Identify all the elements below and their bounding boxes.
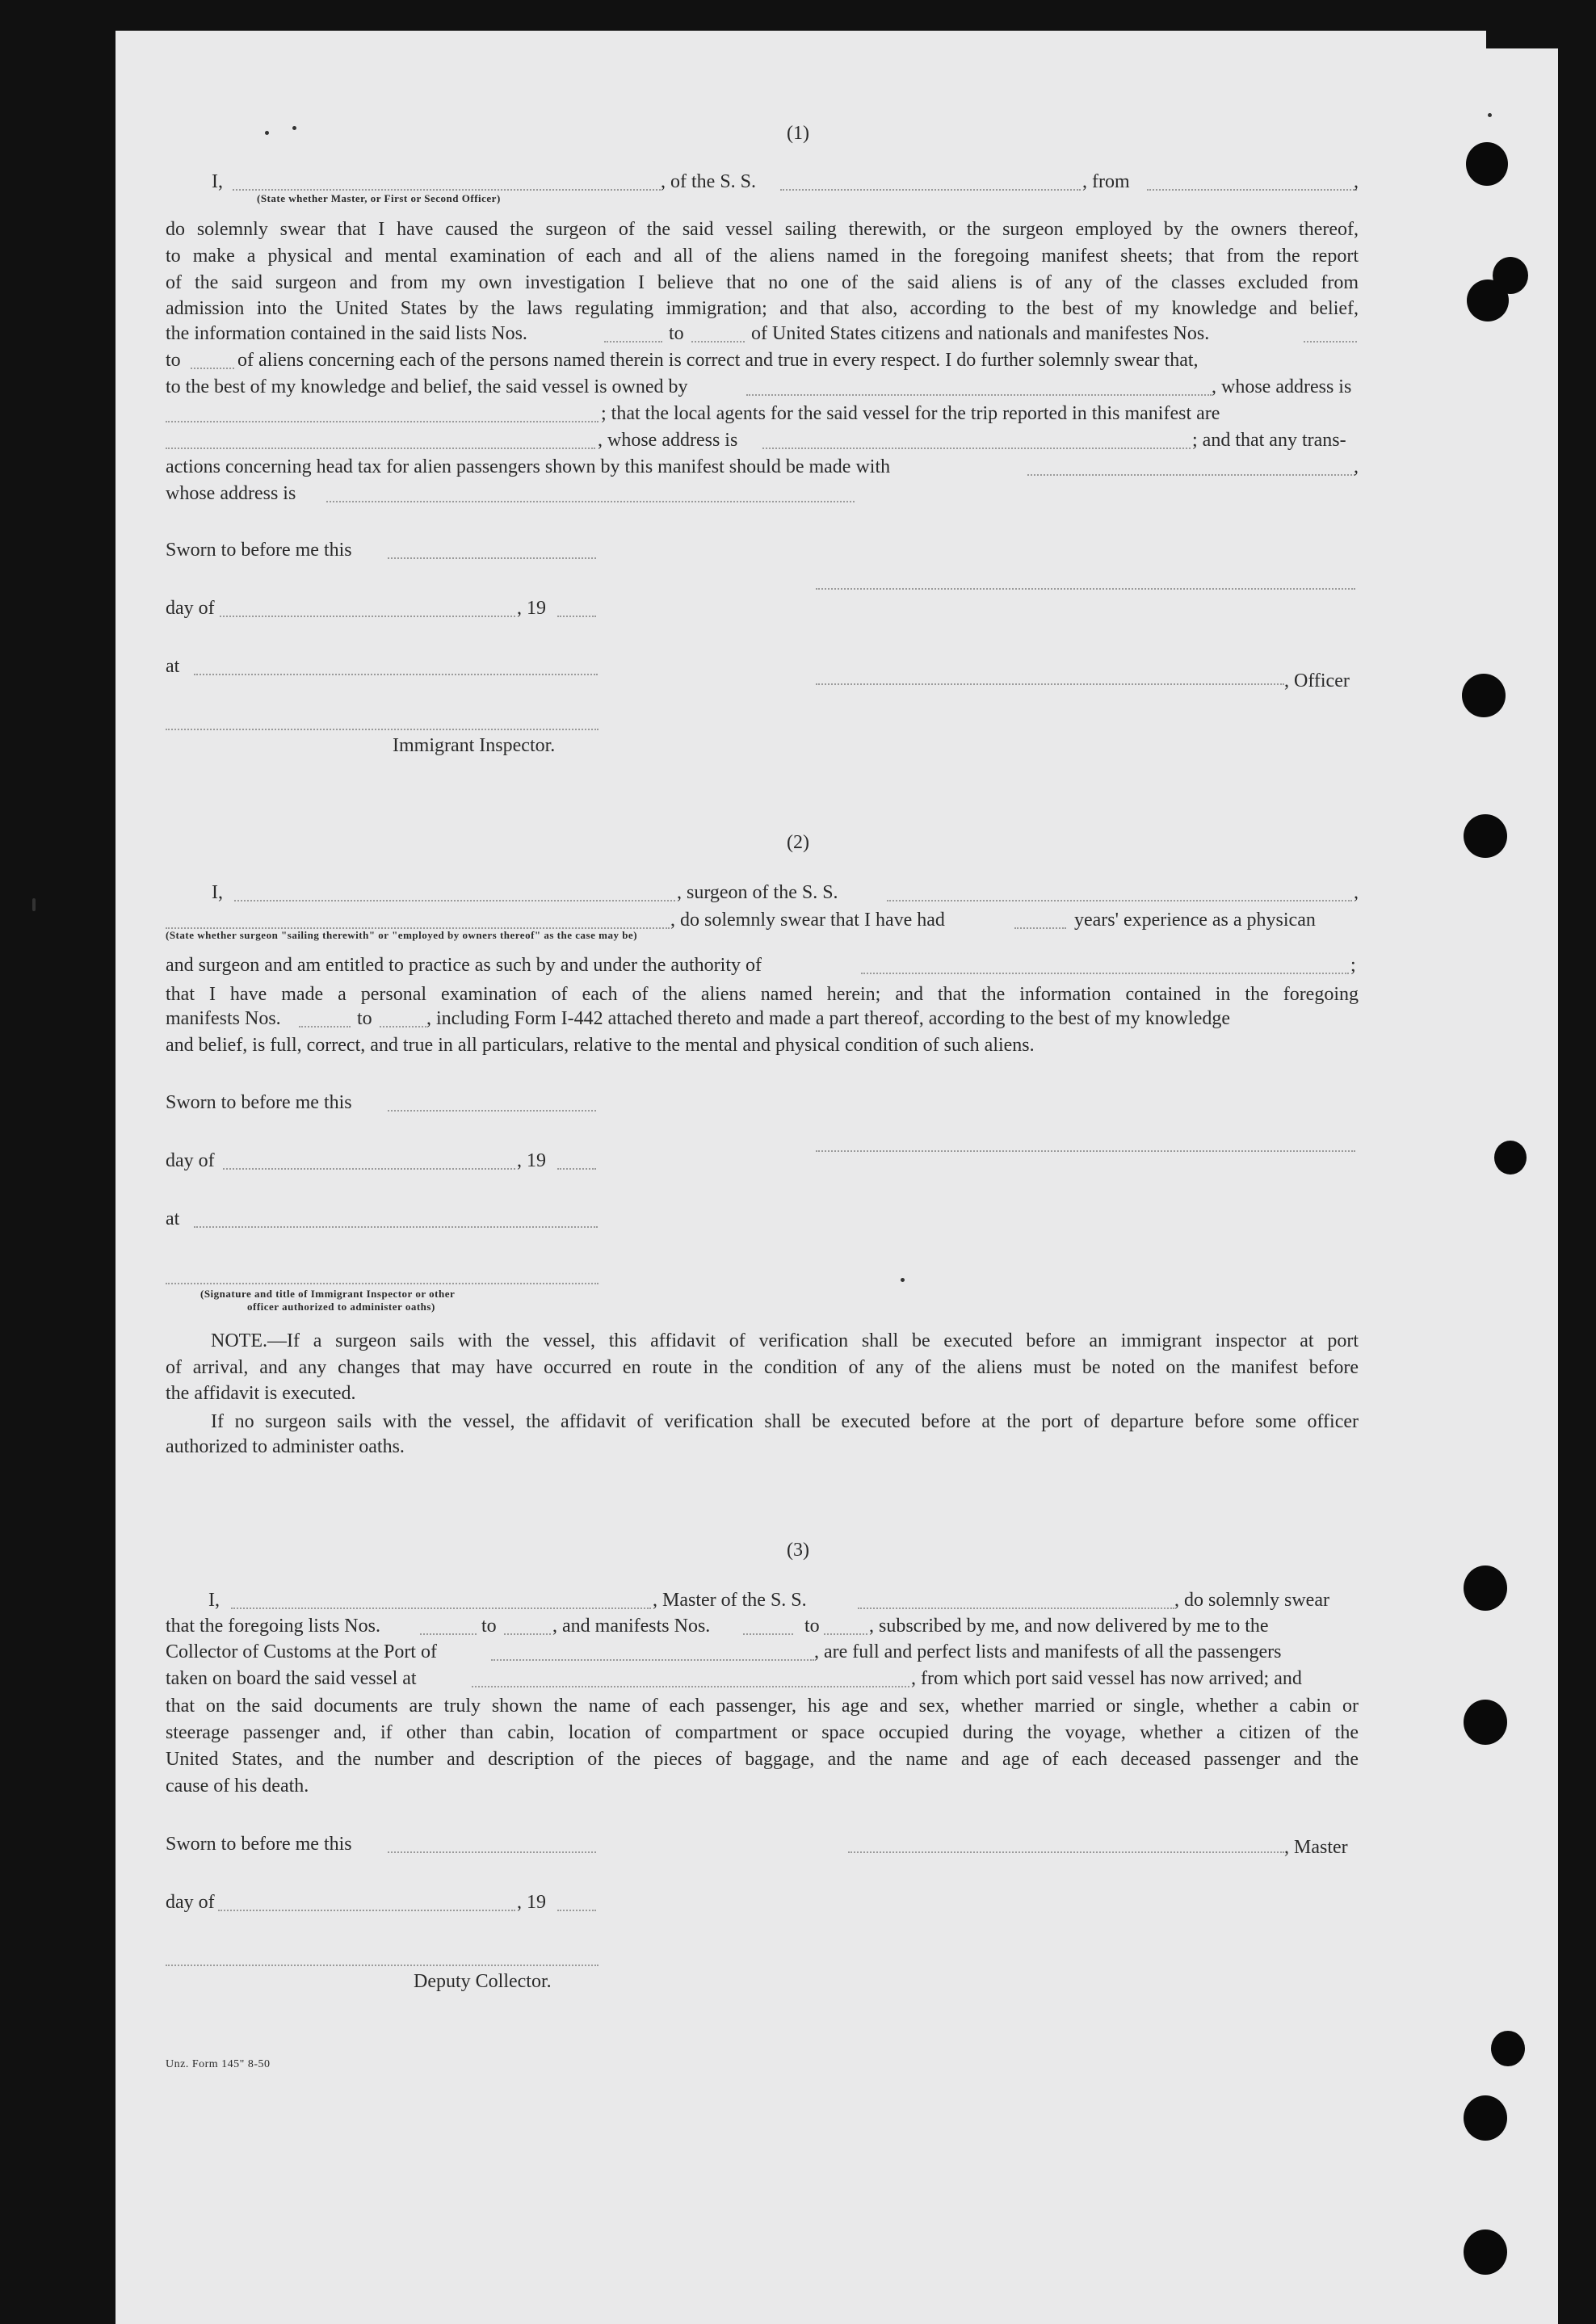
note-line: NOTE.—If a surgeon sails with the vessel, this affidavit of verification shall be executed before an immigrant inspector at port <box>211 1330 1359 1351</box>
at-place-field-1[interactable] <box>194 674 598 675</box>
port-field[interactable] <box>491 1659 814 1661</box>
s3-lists-e: , subscribed by me, and now delivered by me to the <box>869 1616 1269 1637</box>
line1-from: , from <box>1082 171 1130 192</box>
affidavit-2-line: that I have made a personal examination of each of the aliens named herein; and that the information contained in the foregoing <box>166 984 1359 1005</box>
owner-field[interactable] <box>746 394 1212 396</box>
surgeon-of-label: , surgeon of the S. S. <box>677 882 838 903</box>
punch-hole <box>1464 1700 1507 1745</box>
section-3-number: (3) <box>787 1540 809 1561</box>
at-label-2: at <box>166 1208 180 1229</box>
punch-hole <box>1494 1141 1527 1175</box>
inspector-signature-field-1[interactable] <box>166 729 598 730</box>
s3-last-line: cause of his death. <box>166 1776 309 1797</box>
s2-do-swear: , do solemnly swear that I have had <box>670 910 945 931</box>
owner-address-field[interactable] <box>166 421 598 422</box>
boarding-port-field[interactable] <box>472 1686 909 1687</box>
s2-belief: and belief, is full, correct, and true in all particulars, relative to the mental and physical condition of such aliens. <box>166 1035 1035 1056</box>
whose-address-line: whose address is <box>166 483 296 504</box>
s3-taken-a: taken on board the said vessel at <box>166 1668 417 1689</box>
owned-line: to the best of my knowledge and belief, the said vessel is owned by <box>166 376 688 397</box>
surgeon-note: (State whether surgeon "sailing therewith" or "employed by owners thereof" as the case may be) <box>166 929 638 941</box>
s3-lists-from-field[interactable] <box>420 1633 477 1635</box>
manifests-to-field[interactable] <box>191 368 234 369</box>
surgeon-signature-field[interactable] <box>816 1150 1355 1152</box>
affidavit-3-body <box>166 1693 1359 1772</box>
punch-hole <box>1464 2229 1507 2275</box>
affidavit-1-line: admission into the United States by the laws regulating immigration; and that also, according to the best of my knowledge and belief, <box>166 298 1359 320</box>
page-corner-shadow <box>1486 0 1596 48</box>
affidavit-2-exam <box>166 981 1359 1008</box>
inspector-signature-field-2[interactable] <box>166 1283 598 1284</box>
day-of-label-2: day of <box>166 1150 215 1171</box>
s2-years: years' experience as a physican <box>1074 910 1316 931</box>
manifests-from-field[interactable] <box>1304 341 1357 343</box>
lists-to-field[interactable] <box>691 341 745 343</box>
year-label-1: , 19 <box>517 598 546 619</box>
s3-collector-b: , are full and perfect lists and manifests of all the passengers <box>814 1641 1282 1662</box>
master-name-field[interactable] <box>233 189 661 191</box>
info-line-c: of United States citizens and nationals and manifestes Nos. <box>751 323 1210 344</box>
note-paragraph <box>166 1328 1359 1381</box>
s2-i: I, <box>212 882 223 903</box>
lists-from-field[interactable] <box>604 341 662 343</box>
year-field-1[interactable] <box>557 616 596 617</box>
s3-collector-a: Collector of Customs at the Port of <box>166 1641 437 1662</box>
deputy-collector-label: Deputy Collector. <box>414 1971 552 1992</box>
agent-field[interactable] <box>166 448 595 449</box>
officer-signature-field[interactable] <box>816 683 1284 685</box>
year-field-2[interactable] <box>557 1168 596 1170</box>
to-line-b: of aliens concerning each of the persons named therein is correct and true in every respect. I do further solemnly swear that, <box>237 350 1199 371</box>
whose-address-label-2: , whose address is <box>598 430 738 451</box>
vessel-name-field[interactable] <box>780 189 1081 191</box>
master-of-label: , Master of the S. S. <box>653 1590 807 1611</box>
s3-manifests-to-field[interactable] <box>824 1633 867 1635</box>
s3-i: I, <box>208 1590 220 1611</box>
line1-i: I, <box>212 171 223 192</box>
affidavit-1-body <box>166 216 1359 322</box>
at-label-1: at <box>166 656 180 677</box>
year-field-3[interactable] <box>557 1910 596 1911</box>
s2-manifests-b: to <box>357 1008 372 1029</box>
sworn-date-field-3[interactable] <box>388 1851 596 1853</box>
s2-and-surgeon: and surgeon and am entitled to practice as such by and under the authority of <box>166 955 762 976</box>
punch-hole <box>1464 2095 1507 2141</box>
sworn-date-field-2[interactable] <box>388 1110 596 1112</box>
day-of-label-1: day of <box>166 598 215 619</box>
s2-vessel-field[interactable] <box>887 900 1352 901</box>
affidavit-1-line: do solemnly swear that I have caused the surgeon of the said vessel sailing therewith, or the surgeon employed by the owners thereof, <box>166 219 1359 240</box>
s2-manifests-from-field[interactable] <box>299 1026 351 1028</box>
signature-note-2: officer authorized to administer oaths) <box>247 1301 435 1313</box>
line1-comma: , <box>1354 171 1359 192</box>
s3-vessel-field[interactable] <box>858 1607 1174 1609</box>
affidavit-3-line: that on the said documents are truly shown the name of each passenger, his age and sex, whether married or single, whether a cabin or <box>166 1696 1359 1717</box>
speck <box>32 898 36 911</box>
s2-semicolon: ; <box>1350 955 1356 976</box>
master-label: , Master <box>1284 1837 1348 1858</box>
head-tax-party-field[interactable] <box>1027 474 1355 476</box>
s3-lists-b: to <box>481 1616 497 1637</box>
local-agents-line: ; that the local agents for the said vessel for the trip reported in this manifest are <box>601 403 1220 424</box>
to-line-a: to <box>166 350 181 371</box>
punch-hole <box>1464 1565 1507 1611</box>
no-surgeon-line: If no surgeon sails with the vessel, the affidavit of verification shall be executed before at the port of departure before some officer <box>211 1411 1359 1432</box>
section-2-number: (2) <box>787 832 809 853</box>
day-of-field-2[interactable] <box>223 1168 515 1170</box>
sworn-date-field-1[interactable] <box>388 557 596 559</box>
s3-do-swear: , do solemnly swear <box>1174 1590 1329 1611</box>
s3-lists-to-field[interactable] <box>504 1633 551 1635</box>
s3-taken-b: , from which port said vessel has now arrived; and <box>911 1668 1302 1689</box>
year-label-3: , 19 <box>517 1892 546 1913</box>
affidavit-1-line: of the said surgeon and from my own investigation I believe that no one of the said aliens is of any of the classes excluded from <box>166 271 1359 293</box>
affidavit-3-line: United States, and the number and description of the pieces of baggage, and the name and age of each deceased passenger and the <box>166 1748 1359 1770</box>
punch-hole <box>1462 674 1506 717</box>
signature-note-1: (Signature and title of Immigrant Inspector or other <box>200 1288 456 1300</box>
punch-hole <box>1467 279 1509 321</box>
sworn-label-1: Sworn to before me this <box>166 540 352 561</box>
master-signature-field[interactable] <box>848 1851 1284 1853</box>
s3-lists-d: to <box>804 1616 820 1637</box>
officer-signature-field-top[interactable] <box>816 588 1355 590</box>
whose-address-label: , whose address is <box>1212 376 1352 397</box>
head-tax-address-field[interactable] <box>326 501 855 502</box>
speck <box>1488 113 1492 117</box>
s3-lists-a: that the foregoing lists Nos. <box>166 1616 380 1637</box>
info-line-a: the information contained in the said lists Nos. <box>166 323 527 344</box>
day-of-label-3: day of <box>166 1892 215 1913</box>
s2-comma: , <box>1354 882 1359 903</box>
s3-master-name-field[interactable] <box>231 1607 651 1609</box>
note-line: of arrival, and any changes that may have occurred en route in the condition of any of the aliens must be noted on the manifest before <box>166 1356 1359 1378</box>
affidavit-1-line: to make a physical and mental examination of each and all of the aliens named in the foregoing manifest sheets; that from the report <box>166 245 1359 267</box>
authority-field[interactable] <box>861 973 1349 974</box>
form-id: Unz. Form 145" 8-50 <box>166 2058 271 2070</box>
no-surgeon-last: authorized to administer oaths. <box>166 1436 405 1457</box>
from-port-field[interactable] <box>1147 189 1357 191</box>
s3-manifests-from-field[interactable] <box>743 1633 793 1635</box>
s3-lists-c: , and manifests Nos. <box>552 1616 711 1637</box>
years-experience-field[interactable] <box>1014 927 1066 929</box>
line1-of-ss: , of the S. S. <box>661 171 757 192</box>
speck <box>901 1278 905 1282</box>
s2-manifests-a: manifests Nos. <box>166 1008 281 1029</box>
no-surgeon-paragraph <box>166 1409 1359 1435</box>
surgeon-name-field[interactable] <box>234 900 675 901</box>
punch-hole <box>1491 2031 1525 2066</box>
document-page <box>116 31 1558 2324</box>
immigrant-inspector-label: Immigrant Inspector. <box>393 735 556 756</box>
officer-label: , Officer <box>1284 670 1350 691</box>
year-label-2: , 19 <box>517 1150 546 1171</box>
note-last: the affidavit is executed. <box>166 1383 356 1404</box>
info-line-b: to <box>669 323 684 344</box>
day-of-field-1[interactable] <box>220 616 515 617</box>
s2-manifests-to-field[interactable] <box>380 1026 426 1028</box>
sworn-label-3: Sworn to before me this <box>166 1834 352 1855</box>
actions-comma: , <box>1354 456 1359 477</box>
s2-manifests-c: , including Form I-442 attached thereto and made a part thereof, according to the best of my knowledge <box>426 1008 1231 1029</box>
sworn-label-2: Sworn to before me this <box>166 1092 352 1113</box>
punch-hole <box>1466 142 1508 186</box>
day-of-field-3[interactable] <box>218 1910 515 1911</box>
agent-address-field[interactable] <box>762 448 1191 449</box>
affidavit-3-line: steerage passenger and, if other than cabin, location of compartment or space occupied during the voyage, whether a citizen of the <box>166 1721 1359 1743</box>
officer-note: (State whether Master, or First or Second Officer) <box>257 192 501 204</box>
at-place-field-2[interactable] <box>194 1226 598 1228</box>
any-trans-text: ; and that any trans- <box>1192 430 1346 451</box>
actions-line: actions concerning head tax for alien passengers shown by this manifest should be made with <box>166 456 891 477</box>
section-1-number: (1) <box>787 123 809 144</box>
deputy-signature-field[interactable] <box>166 1965 598 1966</box>
